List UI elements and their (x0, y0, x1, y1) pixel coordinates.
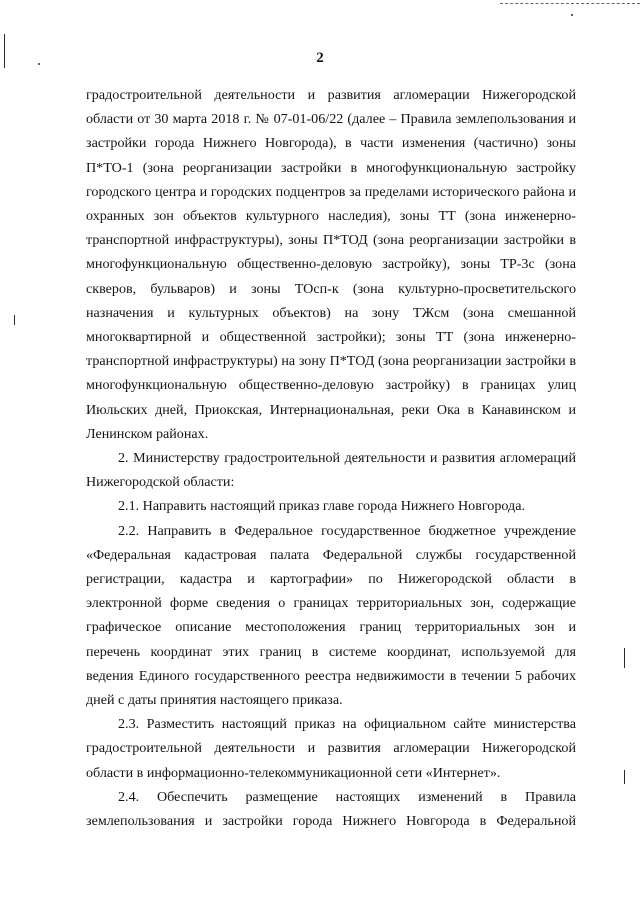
text-line: 2.3. Разместить настоящий приказ на официальном сайте министерства (118, 716, 576, 733)
text-line: дней с даты принятия настоящего приказа. (86, 692, 343, 709)
scan-artifact-mark (624, 770, 625, 784)
text-line: городского центра и городских подцентров за пределами исторического района и (86, 183, 576, 200)
scan-artifact-mark (624, 648, 625, 668)
text-line: транспортной инфраструктуры) на зону П*ТОД (зона реорганизации застройки в (86, 353, 576, 370)
text-line: 2.4. Обеспечить размещение настоящих изменений в Правила (118, 788, 576, 805)
scan-artifact-mark (14, 315, 15, 325)
text-line: скверов, бульваров) и зоны ТОсп-к (зона культурно-просветительского (86, 280, 576, 297)
text-line: многофункциональную общественно-деловую застройку) в границах улиц (86, 377, 576, 394)
paragraph-item-2-3 (86, 712, 576, 785)
text-line: многофункциональную общественно-деловую застройку), зоны ТР-3с (зона (86, 256, 576, 273)
paragraph-item-2 (86, 446, 576, 494)
text-line: градостроительной деятельности и развития агломерации Нижегородской (86, 740, 576, 757)
text-line: Июльских дней, Приокская, Интернациональная, реки Ока в Канавинском и (86, 401, 576, 418)
text-line: перечень координат этих границ в системе координат, используемой для (86, 643, 576, 660)
paragraph-item-2-1 (86, 494, 576, 518)
text-line: градостроительной деятельности и развития агломерации Нижегородской (86, 87, 576, 103)
text-line: землепользования и застройки города Нижнего Новгорода в Федеральной (86, 813, 576, 830)
paragraph-continuation (86, 83, 576, 446)
text-line: Нижегородской области: (86, 474, 235, 491)
text-line: «Федеральная кадастровая палата Федеральной службы государственной (86, 546, 576, 563)
text-line: охранных зон объектов культурного наследия), зоны ТТ (зона инженерно- (86, 208, 576, 225)
text-line: области от 30 марта 2018 г. № 07-01-06/22 (далее – Правила землепользования и (86, 111, 576, 128)
text-line: 2.1. Направить настоящий приказ главе города Нижнего Новгорода. (118, 498, 525, 515)
text-line: застройки города Нижнего Новгорода), в части изменения (частично) зоны (86, 135, 576, 152)
text-line: регистрации, кадастра и картографии» по Нижегородской области в (86, 571, 576, 588)
paragraph-item-2-4 (86, 785, 576, 833)
text-line: Ленинском районах. (86, 425, 209, 442)
text-line: 2. Министерству градостроительной деятельности и развития агломераций (118, 450, 576, 467)
text-line: 2.2. Направить в Федеральное государственное бюджетное учреждение (118, 522, 576, 539)
paragraph-item-2-2 (86, 519, 576, 713)
text-line: транспортной инфраструктуры), зоны П*ТОД (зона реорганизации застройки в (86, 232, 576, 249)
text-line: ведения Единого государственного реестра недвижимости в течении 5 рабочих (86, 667, 576, 684)
scan-artifact-speck (571, 14, 573, 16)
document-body (86, 83, 576, 833)
text-line: графическое описание местоположения границ территориальных зон и (86, 619, 576, 636)
text-line: многоквартирной и общественной застройки); зоны ТТ (зона инженерно- (86, 329, 576, 346)
page-number: 2 (316, 50, 324, 66)
text-line: П*ТО-1 (зона реорганизации застройки в многофункциональную застройку (86, 159, 576, 176)
text-line: назначения и культурных объектов) на зону ТЖсм (зона смешанной (86, 304, 576, 321)
text-line: электронной форме сведения о границах территориальных зон, содержащие (86, 595, 576, 612)
scan-artifact-dashes (500, 3, 640, 5)
text-line: области в информационно-телекоммуникационной сети «Интернет». (86, 764, 501, 781)
